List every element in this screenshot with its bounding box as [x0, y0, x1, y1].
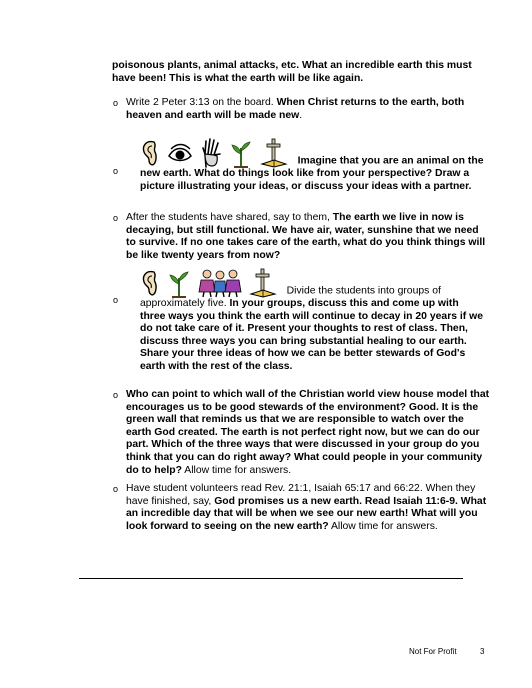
- bullet-marker: o: [113, 98, 119, 108]
- list-item: [140, 138, 485, 193]
- item-bold-text: In your groups, discuss this and come up with three ways you think the earth will continue to decay in 20 years if we do not take care of it. Present your thoughts to rest of class. Then, discuss three ways you can bring substantial healing to our earth. Share your three ideas of how we can be better stewards of God's earth with the rest of the class.: [140, 298, 483, 372]
- cross-bible-icon: [249, 268, 277, 298]
- sprout-icon: [229, 138, 253, 168]
- group-icon-row: [140, 268, 281, 298]
- ear-icon: [140, 138, 160, 168]
- item-text: After the students have shared, say to them,: [126, 212, 333, 223]
- item-bold-text: The earth we live in now is decaying, but still functional. We have air, water, sunshine that we need to survive. If no one takes care of the earth, what do you think things will be like twenty years from now?: [126, 212, 486, 261]
- senses-icon-row: [140, 138, 292, 168]
- item-tail-text: Allow time for answers.: [181, 464, 292, 476]
- item-text: Divide the students into groups of approximately five.: [140, 285, 441, 309]
- bullet-marker: o: [113, 166, 119, 176]
- item-bold-text: When Christ returns to the earth, both heaven and earth will be made new: [126, 97, 465, 121]
- item-text: Have student volunteers read Rev. 21:1, Isaiah 65:17 and 66:22. When they have finished, say,: [126, 483, 476, 507]
- bullet-marker: o: [113, 213, 119, 223]
- list-item: [126, 97, 490, 122]
- footer-divider: [79, 578, 463, 579]
- children-icon: [198, 268, 242, 298]
- item-bold-text: God promises us a new earth. Read Isaiah 11:6-9. What an incredible day that will be when we see our new earth! What will you look forward to seeing on the new earth?: [126, 495, 487, 532]
- item-tail-text: .: [299, 109, 303, 121]
- item-tail-text: Allow time for answers.: [328, 520, 438, 532]
- footer-label: Not For Profit: [409, 647, 457, 656]
- bullet-marker: o: [113, 295, 119, 305]
- list-item: [126, 212, 490, 262]
- bullet-marker: o: [113, 390, 119, 400]
- intro-paragraph: poisonous plants, animal attacks, etc. What an incredible earth this must have been! This is what the earth will be like again.: [112, 60, 472, 84]
- ear-icon: [140, 268, 160, 298]
- bullet-marker: o: [113, 484, 119, 494]
- list-item: [126, 389, 490, 477]
- item-bold-text: Imagine that you are an animal on the new earth. What do things look like from your perspective? Draw a picture illustrating your ideas, or discuss your ideas with a partner.: [140, 155, 484, 192]
- list-item: [140, 268, 485, 374]
- sprout-icon: [167, 268, 191, 298]
- page-number: 3: [480, 647, 485, 656]
- item-text: Write 2 Peter 3:13 on the board.: [126, 97, 277, 108]
- cross-bible-icon: [260, 138, 288, 168]
- eye-icon: [167, 138, 193, 168]
- item-bold-text: Who can point to which wall of the Christian world view house model that encourages us to be good stewards of the environment? Good. It is the green wall that reminds us that we are responsible to watch over the earth God created. The earth is not perfect right now, but we can do our part. Which of the three ways that were discussed in your group do you think that you can do right away? What could people in your community do to help?: [126, 389, 490, 476]
- list-item: [126, 483, 490, 533]
- hand-icon: [200, 138, 222, 168]
